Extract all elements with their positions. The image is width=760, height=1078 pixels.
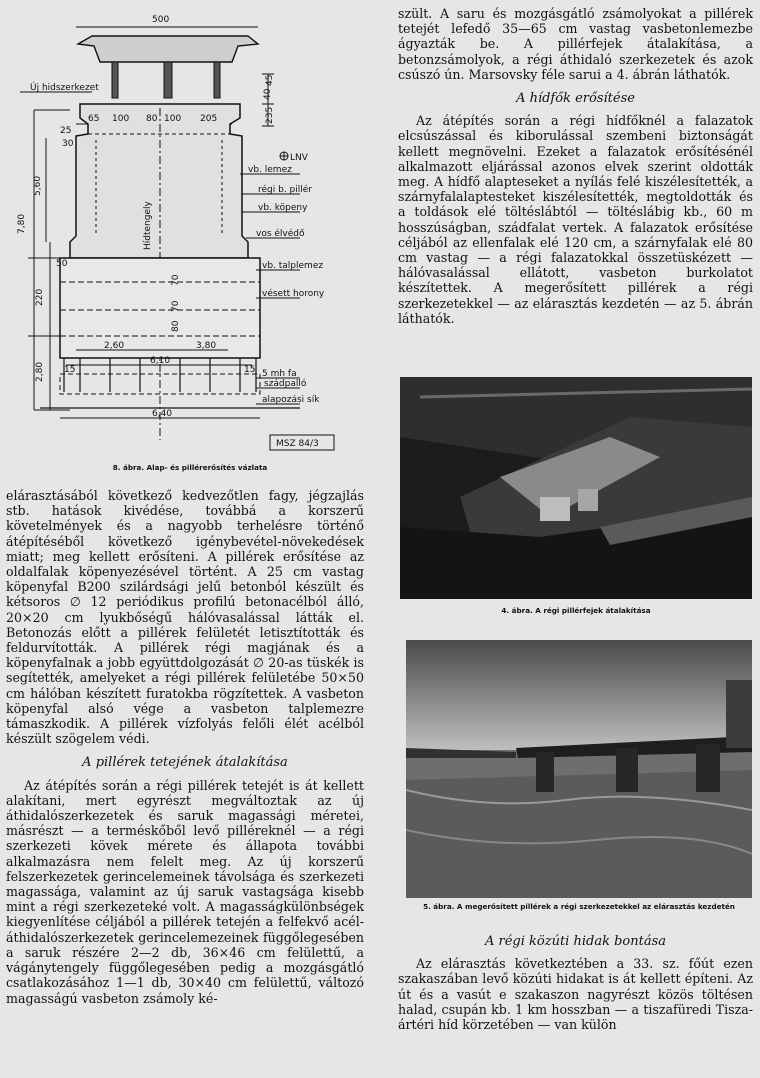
paragraph: Az elárasztás következtében a 33. sz. főút ezen szakaszában levő közúti hidakat is át kellett építeni. Az út és a vasút e szakaszon nagyrészt közös töltésen halad, csupán kb. 1 km hosszban — a tiszafüredi Tisza-ártéri híd körzetében — van külön (398, 956, 753, 1033)
svg-text:25: 25 (60, 126, 72, 136)
svg-text:65: 65 (88, 114, 100, 124)
svg-text:Hídtengely: Hídtengely (143, 201, 153, 250)
svg-text:alapozási sík: alapozási sík (262, 395, 320, 405)
svg-text:MSZ 84/3: MSZ 84/3 (276, 439, 319, 449)
girder-right (214, 62, 220, 98)
section-heading: A hídfők erősítése (516, 91, 635, 107)
figure5-photo (406, 640, 752, 898)
svg-text:LNV: LNV (290, 153, 308, 163)
girder-mid (164, 62, 172, 98)
svg-text:régi b. pillér: régi b. pillér (258, 185, 312, 195)
svg-text:szádpalló: szádpalló (264, 379, 307, 389)
figure5-caption: 5. ábra. A megerősített pillérek a régi szerkezetekkel az elárasztás kezdetén (423, 902, 735, 911)
figure4-caption: 4. ábra. A régi pillérfejek átalakítása (501, 606, 651, 615)
svg-text:80: 80 (146, 114, 158, 124)
left-column (6, 488, 364, 1006)
svg-text:6,40: 6,40 (152, 409, 173, 419)
svg-text:5,60: 5,60 (33, 175, 43, 196)
svg-text:5 mh fa: 5 mh fa (262, 369, 297, 379)
svg-text:100: 100 (164, 114, 182, 124)
svg-text:2,80: 2,80 (35, 361, 45, 382)
svg-text:235: 235 (265, 106, 275, 124)
paragraph: Az átépítés során a régi pillérek tetejét is át kellett alakítani, mert egyrészt megváltoztak az új áthidalószerkezetek és saruk magassági méretei, másrészt — a terméskőből levő pilléreknél — a régi szerkezeti kövek mérete és állapota további alkalmazásra nem felelt meg. Az új korszerű felszerkezetek gerincelemeinek távolsága és szerkezeti magassága, valamint az új saruk vastagsága kisebb mint a régi szerkezeteké volt. A magasságkülönbségek kiegyenlítése céljából a pillérek tetején a felfekvő acél-áthidalószerkezetek gerincelemezeinek függőlegesében a saruk részére 2—2 db, 36×46 cm felülettű, a vágánytengely függőlegesében pedig a mozgásgátló csatlakozásához 1—1 db, 30×40 cm felülettű, változó magasságú vasbeton zsámoly ké- (6, 777, 364, 1006)
svg-text:3,80: 3,80 (196, 341, 217, 351)
svg-text:500: 500 (152, 15, 170, 25)
svg-text:vb. köpeny: vb. köpeny (258, 203, 308, 213)
foundation-reinforcement-drawing (0, 0, 380, 460)
svg-text:vb. talplemez: vb. talplemez (262, 261, 324, 271)
svg-text:70: 70 (171, 300, 181, 312)
svg-text:vos élvédő: vos élvédő (256, 229, 305, 239)
new-superstructure (78, 36, 258, 62)
svg-text:vésett horony: vésett horony (262, 289, 325, 299)
foundation-block (60, 258, 260, 358)
svg-text:50: 50 (56, 259, 68, 269)
figure4-photo (400, 377, 752, 599)
paragraph: Az átépítés során a régi hídfőknél a falazatok elcsúszással és kiborulással szembeni biztonságát kellett megnövelni. Ezeket a falazatok erősítésénél alkalmazott eljárással azonos elvek szerint oldották meg. A hídfő alapteseket a nyílás felé kiszélesítették, a szárnyfalalaptesteket kiszélesítették, megtoldották és a toldások elé töltéslábtól — töltéslábig kb., 60 m hosszúságban, szádfalat vertek. A falazatok erősítése céljából az ellenfalak elé 120 cm, a szárnyfalak elé 80 cm vastag — a régi falazatokkal összetüskézett — hálóvasalással ellátott, vasbeton burkolatot készítettek. A megerősített pillérek a régi szerkezetekkel — az elárasztás kezdetén — az 5. ábrán láthatók. (398, 113, 753, 326)
svg-text:15: 15 (64, 365, 76, 375)
svg-text:Új hidszerkezet: Új hidszerkezet (30, 83, 99, 93)
section-heading: A pillérek tetejének átalakítása (82, 755, 288, 771)
svg-text:6,10: 6,10 (150, 356, 171, 366)
paragraph: szült. A saru és mozgásgátló zsámolyokat a pillérek tetejét lefedő 35—65 cm vastag vasbetonlemezbe ágyazták be. A pillérfejek átalakítása, a betonzsámolyok, a régi áthidaló szerkezetek és azok csúszó ún. Marsovsky féle sarui a 4. ábrán láthatók. (398, 6, 753, 82)
svg-text:205: 205 (200, 114, 218, 124)
svg-text:100: 100 (112, 114, 130, 124)
svg-text:2,60: 2,60 (104, 341, 125, 351)
svg-text:30: 30 (62, 139, 74, 149)
svg-text:220: 220 (35, 288, 45, 306)
pier-outline (70, 104, 248, 258)
svg-text:80: 80 (171, 320, 181, 332)
paragraph: elárasztásából következő kedvezőtlen fagy, jégzajlás stb. hatások kivédése, továbbá a korszerű követelmények és a nagyobb terhelésre történő átépítéséből következő igénybevétel-növekedések miatt; meg kellett erősíteni. A pillérek erősítése az oldalfalak köpenyezésével történt. A 25 cm vastag köpenyfal B200 szilárdsági jelű betonból készült és kétsoros ∅ 12 periódikus profilú betonacélból álló, 20×20 cm lyukbőségű hálóvasalással látták el. Betonozás előtt a pillérek felületét letisztították és feldurvították. A pillérek régi magjának és a köpenyfalnak a jobb együttdolgozását ∅ 20-as tüskék is segítették, amelyeket a régi pillérek felületébe 50×50 cm hálóban készített furatokba rögzítettek. A vasbeton köpenyfal alsó vége a vasbeton talplemezre támaszkodik. A pillérek vízfolyás felőli élét acélból készült szögelem védi. (6, 488, 364, 747)
section-heading: A régi közúti hidak bontása (484, 934, 666, 949)
svg-text:40: 40 (263, 88, 273, 100)
figure8-caption: 8. ábra. Alap- és pillérerősítés vázlata (112, 463, 268, 472)
svg-text:45: 45 (265, 74, 275, 86)
right-column-bottom (398, 926, 753, 1032)
svg-text:70: 70 (171, 274, 181, 286)
svg-text:15: 15 (244, 365, 256, 375)
svg-text:7,80: 7,80 (17, 213, 27, 234)
girder-left (112, 62, 118, 98)
right-column-top (398, 6, 753, 326)
svg-text:vb. lemez: vb. lemez (248, 165, 292, 175)
